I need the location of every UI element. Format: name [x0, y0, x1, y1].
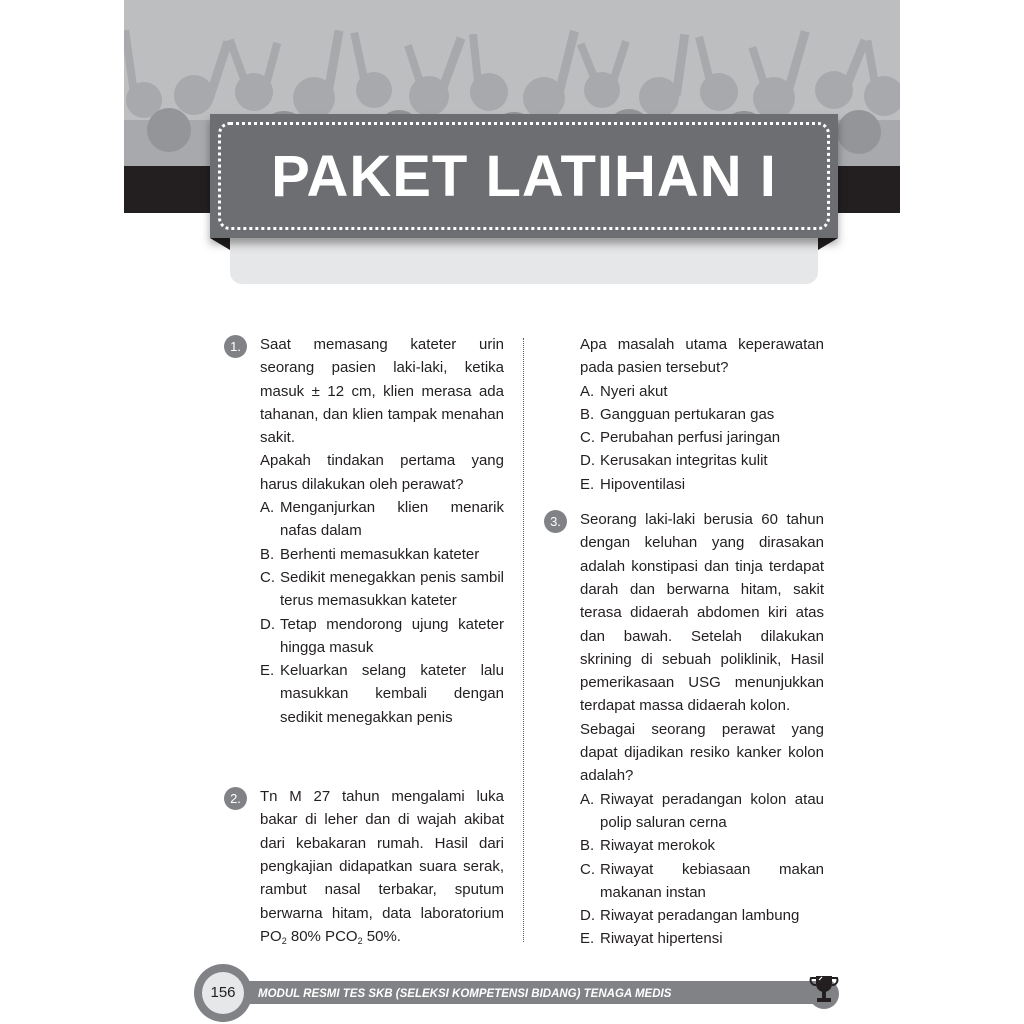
option-a [580, 380, 824, 403]
subscript: 2 [357, 935, 363, 946]
question-prompt: Apakah tindakan pertama yang harus dilakukan oleh perawat? [260, 452, 504, 493]
subscript: 2 [281, 935, 287, 946]
column-divider [523, 338, 524, 942]
title-underlay [230, 236, 818, 284]
option-letter: C. [260, 568, 275, 586]
option-letter: D. [580, 907, 595, 925]
question-stem: Saat memasang kateter urin seorang pasien laki-laki, ketika masuk ± 12 cm, klien merasa ada tahanan, dan klien tampak menahan sakit. [260, 336, 504, 447]
option-letter: B. [580, 405, 595, 423]
left-column [230, 333, 504, 948]
option-letter: A. [580, 382, 595, 400]
option-text: Menganjurkan klien menarik nafas dalam [280, 499, 504, 540]
option-text: Berhenti memasukkan kateter [280, 545, 480, 563]
answer-options [260, 496, 504, 729]
book-page [124, 0, 900, 1024]
option-text: Nyeri akut [600, 382, 668, 400]
option-b [580, 834, 824, 857]
option-c [580, 426, 824, 449]
option-letter: E. [260, 662, 275, 680]
option-d [580, 449, 824, 472]
pco-label: 80% PCO [286, 927, 358, 945]
question-stem [260, 785, 504, 948]
option-e [260, 659, 504, 729]
option-text: Tetap mendorong ujung kateter hingga masuk [280, 615, 504, 656]
question-number-badge: 1. [224, 335, 247, 358]
ribbon-fold-right [818, 238, 838, 250]
stem-main-text: Tn M 27 tahun mengalami luka bakar di leher dan di wajah akibat dari kebakaran rumah. Hasil dari pengkajian didapatkan suara serak, rambut nasal terbakar, sputum berwarna hitam, data laboratorium [260, 788, 504, 922]
question-number-badge: 2. [224, 787, 247, 810]
question-2 [230, 785, 504, 948]
question-prompt: Sebagai seorang perawat yang dapat dijadikan resiko kanker kolon adalah? [580, 720, 824, 785]
spacer [580, 496, 824, 508]
option-letter: B. [260, 545, 275, 563]
spacer [260, 729, 504, 785]
option-letter: C. [580, 429, 595, 447]
option-a [580, 788, 824, 835]
option-text: Riwayat peradangan lambung [600, 907, 800, 925]
option-letter: A. [580, 790, 595, 808]
option-letter: E. [580, 930, 595, 948]
option-b [580, 403, 824, 426]
question-prompt: Apa masalah utama keperawatan pada pasien tersebut? [580, 336, 824, 377]
option-d [260, 613, 504, 660]
option-text: Perubahan perfusi jaringan [600, 429, 781, 447]
po-label: PO [260, 927, 282, 945]
question-stem: Seorang laki-laki berusia 60 tahun dengan keluhan yang dirasakan adalah konstipasi dan tinja terdapat darah dan berwarna hitam, sakit terasa didaerah abdomen kiri atas dan bawah. Setelah dilakukan skrining di sebuah poliklinik, Hasil pemerikasaan USG menunjukkan terdapat massa didaerah kolon. [580, 511, 824, 715]
footer-book-title: MODUL RESMI TES SKB (SELEKSI KOMPETENSI BIDANG) TENAGA MEDIS [258, 988, 672, 1000]
option-c [580, 858, 824, 905]
option-text: Sedikit menegakkan penis sambil terus memasukkan kateter [280, 568, 504, 610]
option-c [260, 566, 504, 613]
option-text: Gangguan pertukaran gas [600, 405, 775, 423]
option-letter: B. [580, 837, 595, 855]
stem-end-text: 50%. [362, 927, 401, 945]
option-text: Riwayat peradangan kolon atau polip saluran cerna [600, 790, 824, 831]
option-b [260, 543, 504, 566]
option-letter: E. [580, 475, 595, 493]
option-letter: D. [580, 452, 595, 470]
ribbon-fold-left [210, 238, 230, 250]
option-text: Riwayat kebiasaan makan makanan instan [600, 860, 824, 901]
title-box [210, 114, 838, 238]
answer-options [580, 380, 824, 496]
option-text: Riwayat merokok [600, 837, 716, 855]
option-e [580, 473, 824, 496]
question-3 [550, 508, 824, 951]
option-text: Riwayat hipertensi [600, 930, 723, 948]
option-text: Kerusakan integritas kulit [600, 452, 768, 470]
trophy-icon [806, 970, 842, 1010]
page-number: 156 [202, 972, 244, 1014]
option-a [260, 496, 504, 543]
question-2-continued [580, 333, 824, 496]
question-1 [230, 333, 504, 729]
answer-options [580, 788, 824, 951]
question-number-badge: 3. [544, 510, 567, 533]
option-text: Keluarkan selang kateter lalu masukkan kembali dengan sedikit menegakkan penis [280, 662, 504, 726]
option-letter: C. [580, 860, 595, 878]
option-text: Hipoventilasi [600, 475, 686, 493]
right-column [550, 333, 824, 951]
option-letter: A. [260, 499, 275, 517]
option-d [580, 904, 824, 927]
option-letter: D. [260, 615, 275, 633]
option-e [580, 927, 824, 950]
page-title: PAKET LATIHAN I [271, 144, 777, 209]
